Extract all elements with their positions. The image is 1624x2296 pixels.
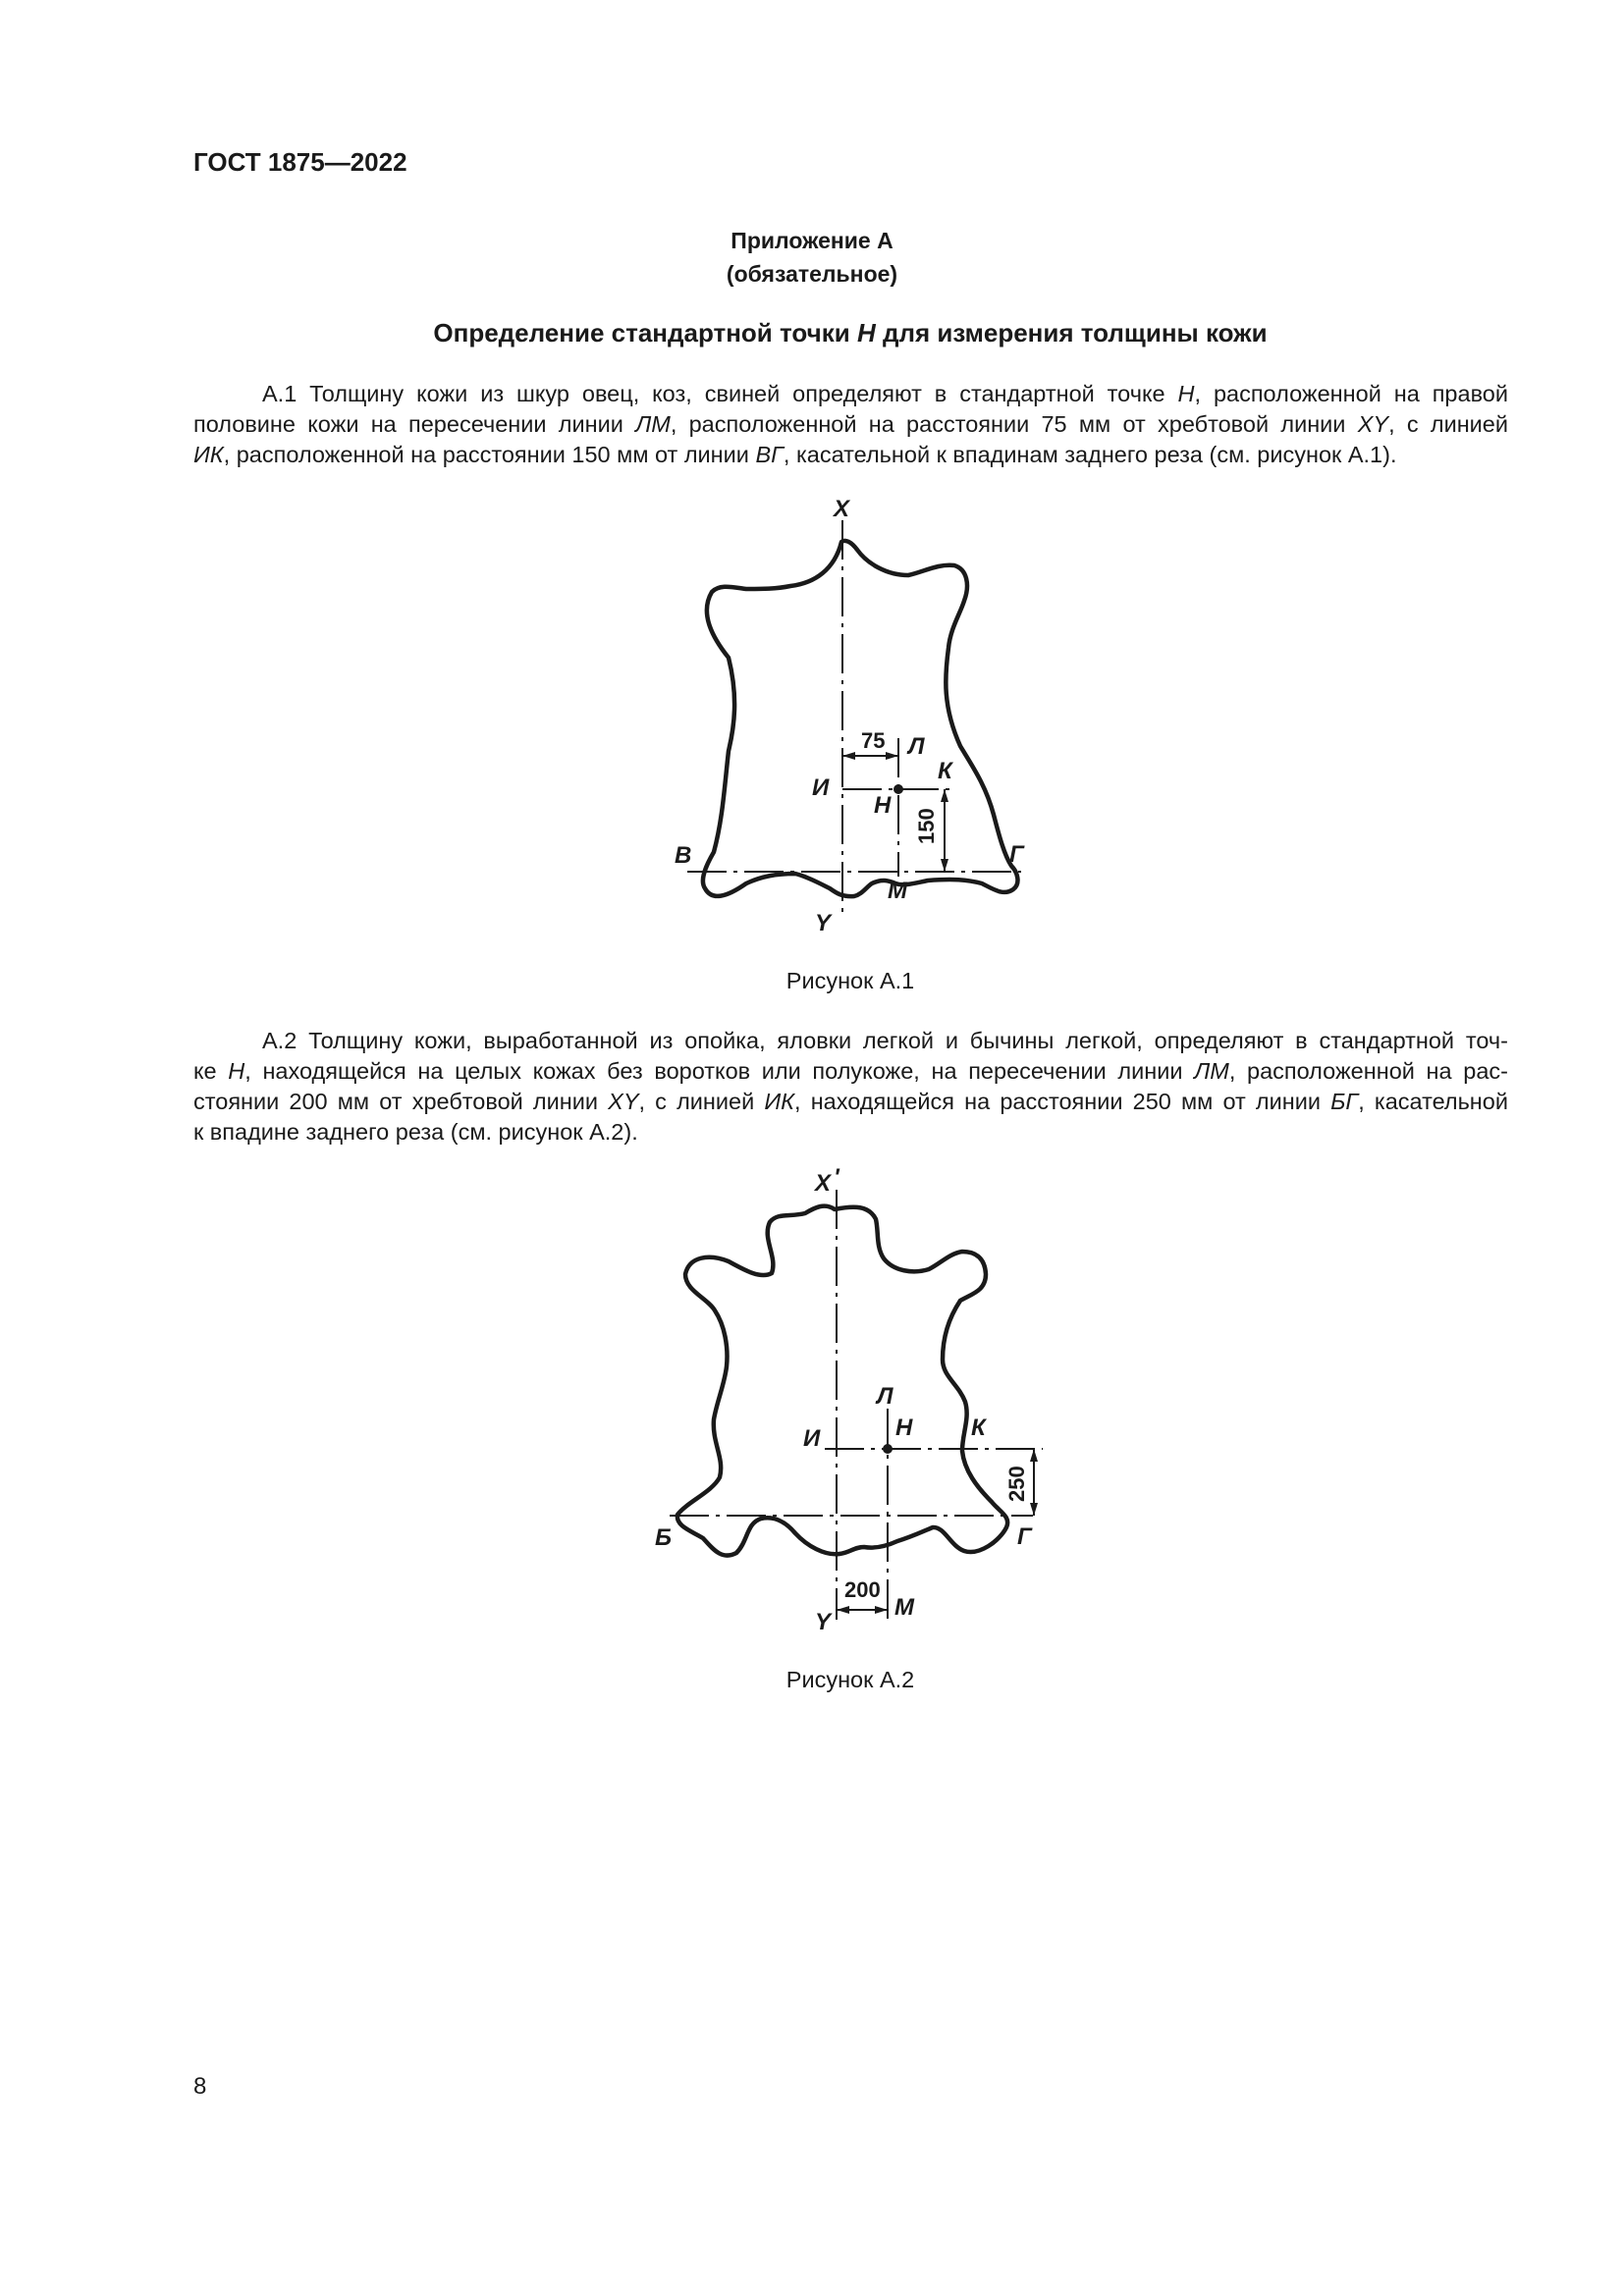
text-italic: ИК: [193, 442, 224, 467]
text: , находящейся на расстоянии 250 мм от линии: [794, 1089, 1331, 1114]
text-italic: ИК: [764, 1089, 795, 1114]
label-g: Г: [1017, 1523, 1032, 1550]
label-v: В: [675, 842, 692, 869]
text-italic: ЛМ: [635, 411, 671, 437]
text: ке: [193, 1058, 229, 1084]
text-italic: БГ: [1330, 1089, 1359, 1114]
label-k: К: [938, 758, 952, 784]
text: , касательной: [1358, 1089, 1508, 1114]
text: к впадине заднего реза (см. рисунок А.2).: [193, 1119, 638, 1145]
dim-arrow-250-bottom: [1030, 1503, 1038, 1516]
figure-a1-labels: [675, 496, 1025, 936]
text: , расположенной на расстоянии 75 мм от хребтовой линии: [670, 411, 1358, 437]
point-h-2: [883, 1444, 893, 1454]
label-m: М: [894, 1594, 914, 1621]
text-italic: XY: [608, 1089, 639, 1114]
section-title-part: Определение стандартной точки: [433, 318, 857, 347]
dim-arrow-200-left: [837, 1606, 849, 1614]
figure-a2-caption: Рисунок А.2: [785, 1667, 915, 1692]
label-x-prime: ': [834, 1164, 839, 1191]
label-x: X: [834, 496, 850, 522]
label-h: Н: [895, 1415, 913, 1441]
text-italic: Н: [1177, 381, 1195, 406]
text-italic: ВГ: [755, 442, 784, 467]
label-k: К: [971, 1415, 986, 1441]
dim-label-200: 200: [844, 1577, 881, 1602]
dim-label-75: 75: [861, 728, 886, 753]
section-title-part: для измерения толщины кожи: [875, 318, 1268, 347]
dim-arrow-150-bottom: [941, 859, 948, 872]
label-i: И: [803, 1425, 821, 1452]
label-m: М: [888, 878, 907, 904]
label-i: И: [812, 774, 830, 801]
hide-outline-1: [703, 541, 1018, 896]
point-h: [893, 784, 903, 794]
label-y: Y: [815, 1609, 832, 1635]
text-italic: XY: [1357, 411, 1389, 437]
figure-a1-caption: Рисунок А.1: [785, 968, 915, 993]
text: А.2 Толщину кожи, выработанной из опойка, яловки легкой и бычины легкой, определяют в стандартной точ-: [262, 1028, 1508, 1053]
label-l: Л: [908, 733, 925, 760]
appendix-title: Приложение А: [731, 228, 893, 253]
hide-outline-2: [677, 1206, 1007, 1556]
document-code: ГОСТ 1875—2022: [193, 147, 407, 177]
dim-label-250: 250: [1004, 1466, 1029, 1502]
text: , касательной к впадинам заднего реза (см. рисунок А.1).: [783, 442, 1397, 467]
paragraph-line: [193, 1087, 1508, 1117]
label-h: Н: [874, 792, 892, 819]
text: А.1 Толщину кожи из шкур овец, коз, свиней определяют в стандартной точке: [262, 381, 1178, 406]
appendix-status: (обязательное): [726, 261, 898, 287]
label-b: Б: [655, 1524, 672, 1551]
paragraph-line: [193, 1117, 1508, 1148]
text: половине кожи на пересечении линии: [193, 411, 636, 437]
dim-arrow-150-top: [941, 789, 948, 802]
text: , с линией: [638, 1089, 765, 1114]
text-italic: Н: [228, 1058, 245, 1084]
text: , расположенной на правой: [1194, 381, 1508, 406]
label-g: Г: [1009, 841, 1024, 868]
dim-arrow-250-top: [1030, 1449, 1038, 1462]
text: , находящейся на целых кожах без воротков или полукоже, на пересечении линии: [244, 1058, 1195, 1084]
label-x: X: [815, 1170, 832, 1197]
figure-a2-labels: [655, 1164, 1033, 1635]
label-l: Л: [877, 1383, 893, 1410]
text: стоянии 200 мм от хребтовой линии: [193, 1089, 609, 1114]
figure-a2: [670, 1190, 1043, 1625]
page-number: 8: [193, 2073, 207, 2100]
dim-arrow-75-right: [886, 752, 898, 760]
text: , с линией: [1388, 411, 1509, 437]
text: , расположенной на расстоянии 150 мм от линии: [223, 442, 756, 467]
text-italic: ЛМ: [1194, 1058, 1229, 1084]
text: , расположенной на рас-: [1228, 1058, 1508, 1084]
figure-a1: [687, 520, 1021, 915]
dim-arrow-75-left: [842, 752, 855, 760]
paragraph-line: [193, 1056, 1508, 1087]
section-title-point: Н: [856, 318, 876, 347]
dim-arrow-200-right: [875, 1606, 888, 1614]
paragraph-line: [193, 1026, 1508, 1056]
dim-label-150: 150: [914, 808, 939, 844]
paragraph-a2: [193, 1026, 1508, 1148]
label-y: Y: [815, 910, 832, 936]
